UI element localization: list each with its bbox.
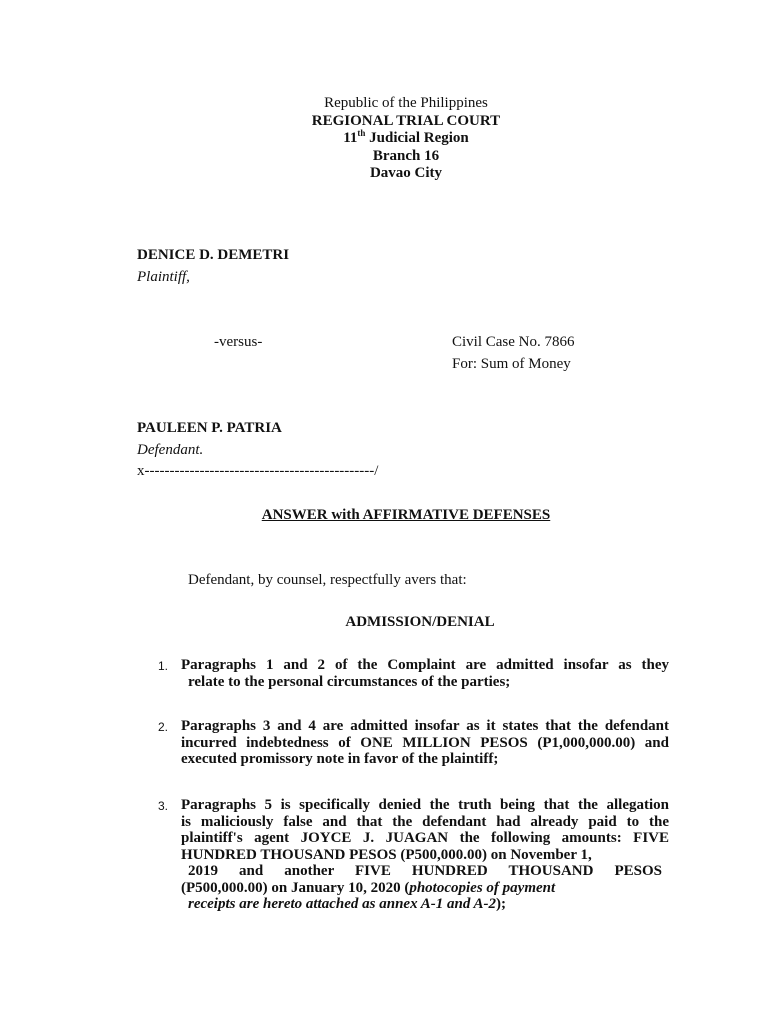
header-city: Davao City <box>369 165 443 181</box>
paragraph-number: 1. <box>158 659 169 673</box>
paragraph-1 <box>181 657 669 690</box>
versus-label: -versus- <box>214 334 263 350</box>
paragraph-line: relate to the personal circumstances of the parties; <box>188 673 511 690</box>
header-court: REGIONAL TRIAL COURT <box>311 112 501 129</box>
paragraph-line: plaintiff's agent JOYCE J. JUAGAN the following amounts: FIVE <box>181 830 669 846</box>
paragraph-line: Paragraphs 3 and 4 are admitted insofar as it states that the defendant <box>181 718 669 734</box>
paragraph-line: Paragraphs 1 and 2 of the Complaint are admitted insofar as they <box>181 657 669 673</box>
section-heading: ADMISSION/DENIAL <box>345 614 495 630</box>
paragraph-line: executed promissory note in favor of the plaintiff; <box>181 751 499 767</box>
header-region: 11th Judicial Region <box>343 128 469 146</box>
paragraph-line: is maliciously false and that the defendant had already paid to the <box>181 813 669 830</box>
paragraph-line: incurred indebtedness of ONE MILLION PESOS (P1,000,000.00) and <box>181 734 669 751</box>
plaintiff-role: Plaintiff, <box>137 269 190 285</box>
paragraph-line: receipts are hereto attached as annex A-1 and A-2); <box>188 896 507 912</box>
paragraph-line: HUNDRED THOUSAND PESOS (P500,000.00) on November 1, <box>181 846 592 863</box>
intro-statement: Defendant, by counsel, respectfully avers that: <box>188 572 467 588</box>
paragraph-3 <box>181 797 669 913</box>
defendant-role: Defendant. <box>137 442 204 458</box>
document-title: ANSWER with AFFIRMATIVE DEFENSES <box>261 507 551 523</box>
case-subject: For: Sum of Money <box>452 356 571 372</box>
paragraph-number: 2. <box>158 720 169 734</box>
case-number: Civil Case No. 7866 <box>452 334 575 350</box>
header-branch: Branch 16 <box>372 147 440 164</box>
paragraph-number: 3. <box>158 799 169 813</box>
paragraph-line: 2019 and another FIVE HUNDRED THOUSAND PESOS <box>188 863 662 879</box>
paragraph-line: (P500,000.00) on January 10, 2020 (photocopies of payment <box>181 879 556 896</box>
header-republic: Republic of the Philippines <box>324 95 488 111</box>
paragraph-2 <box>181 718 669 768</box>
caption-separator: x----------------------------------------------/ <box>137 463 379 479</box>
court-header <box>0 95 768 183</box>
plaintiff-name: DENICE D. DEMETRI <box>137 247 290 263</box>
defendant-name: PAULEEN P. PATRIA <box>137 420 282 436</box>
paragraph-line: Paragraphs 5 is specifically denied the truth being that the allegation <box>181 797 669 813</box>
